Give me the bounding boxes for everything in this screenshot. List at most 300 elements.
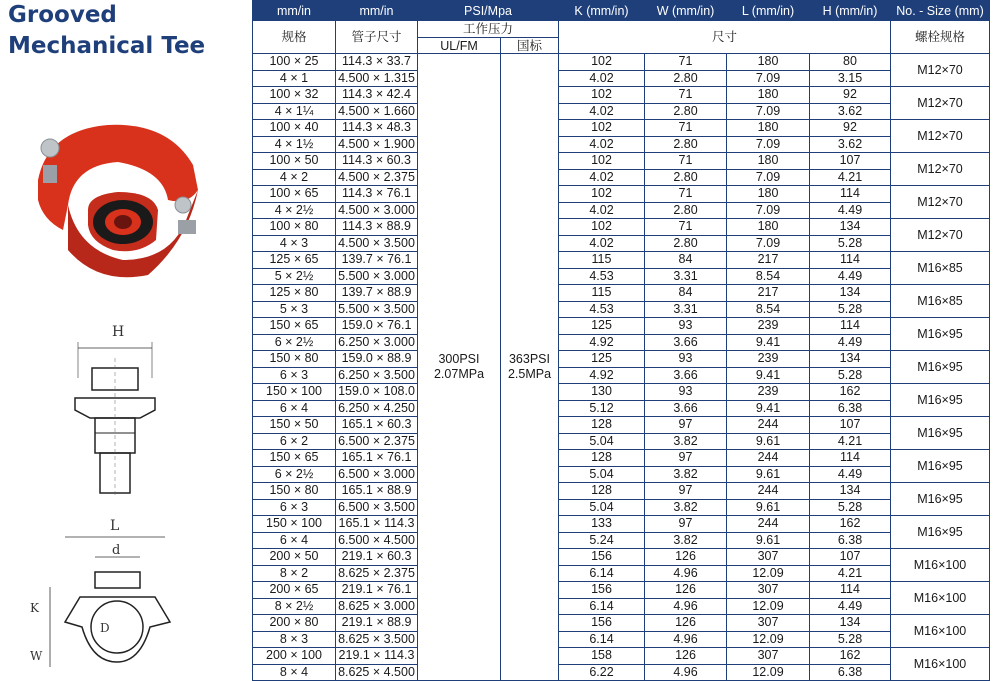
cell-l-in: 7.09 bbox=[727, 70, 810, 87]
cell-k-mm: 156 bbox=[559, 549, 645, 566]
cell-spec-in: 6 × 3 bbox=[253, 499, 336, 516]
cell-od-mm: 114.3 × 76.1 bbox=[336, 186, 418, 203]
table-row bbox=[253, 285, 990, 302]
cell-od-in: 4.500 × 3.500 bbox=[336, 235, 418, 252]
table-row bbox=[253, 169, 990, 186]
cell-w-mm: 126 bbox=[645, 615, 727, 632]
title-line-2: Mechanical Tee bbox=[8, 33, 206, 59]
table-row bbox=[253, 219, 990, 236]
cell-h-mm: 114 bbox=[810, 186, 891, 203]
cell-spec-mm: 150 × 80 bbox=[253, 483, 336, 500]
cell-od-mm: 114.3 × 88.9 bbox=[336, 219, 418, 236]
cell-k-mm: 130 bbox=[559, 384, 645, 401]
cell-k-mm: 125 bbox=[559, 351, 645, 368]
cell-k-in: 5.04 bbox=[559, 433, 645, 450]
cell-bolt: M16×95 bbox=[891, 417, 990, 450]
cell-w-mm: 97 bbox=[645, 483, 727, 500]
cell-k-in: 5.24 bbox=[559, 532, 645, 549]
cell-od-in: 6.250 × 3.000 bbox=[336, 334, 418, 351]
cell-w-in: 3.82 bbox=[645, 499, 727, 516]
cell-w-in: 3.82 bbox=[645, 532, 727, 549]
table-row bbox=[253, 598, 990, 615]
table-row bbox=[253, 367, 990, 384]
cell-k-in: 4.02 bbox=[559, 136, 645, 153]
cell-od-mm: 159.0 × 76.1 bbox=[336, 318, 418, 335]
cell-spec-in: 4 × 1¼ bbox=[253, 103, 336, 120]
cell-k-in: 4.92 bbox=[559, 367, 645, 384]
spec-table bbox=[252, 0, 990, 681]
cell-k-in: 6.14 bbox=[559, 631, 645, 648]
cell-h-in: 4.49 bbox=[810, 598, 891, 615]
spec-table-body bbox=[253, 54, 990, 681]
cell-bolt: M12×70 bbox=[891, 120, 990, 153]
table-row bbox=[253, 235, 990, 252]
cell-spec-in: 6 × 2 bbox=[253, 433, 336, 450]
cell-w-mm: 71 bbox=[645, 120, 727, 137]
cell-k-in: 6.14 bbox=[559, 565, 645, 582]
table-row bbox=[253, 648, 990, 665]
cell-od-mm: 114.3 × 33.7 bbox=[336, 54, 418, 71]
cell-spec-mm: 150 × 65 bbox=[253, 318, 336, 335]
cell-od-mm: 139.7 × 88.9 bbox=[336, 285, 418, 302]
cell-spec-mm: 100 × 32 bbox=[253, 87, 336, 104]
table-row bbox=[253, 516, 990, 533]
header-pressure-unit: PSI/Mpa bbox=[418, 1, 559, 21]
cell-l-mm: 307 bbox=[727, 648, 810, 665]
cell-w-mm: 126 bbox=[645, 549, 727, 566]
cell-od-mm: 165.1 × 88.9 bbox=[336, 483, 418, 500]
cell-l-mm: 180 bbox=[727, 153, 810, 170]
cell-spec-mm: 100 × 25 bbox=[253, 54, 336, 71]
cell-h-in: 4.49 bbox=[810, 334, 891, 351]
cell-l-in: 7.09 bbox=[727, 169, 810, 186]
cell-bolt: M16×95 bbox=[891, 351, 990, 384]
cell-bolt: M12×70 bbox=[891, 87, 990, 120]
table-row bbox=[253, 301, 990, 318]
subheader-dimensions: 尺寸 bbox=[559, 21, 891, 54]
table-row bbox=[253, 334, 990, 351]
cell-spec-in: 8 × 2½ bbox=[253, 598, 336, 615]
subheader-spec: 规格 bbox=[253, 21, 336, 54]
cell-w-mm: 93 bbox=[645, 384, 727, 401]
header-h: H (mm/in) bbox=[810, 1, 891, 21]
cell-od-in: 6.500 × 3.500 bbox=[336, 499, 418, 516]
cell-k-in: 4.53 bbox=[559, 301, 645, 318]
table-row bbox=[253, 483, 990, 500]
cell-bolt: M16×100 bbox=[891, 582, 990, 615]
cell-h-in: 4.49 bbox=[810, 466, 891, 483]
cell-l-in: 12.09 bbox=[727, 598, 810, 615]
cell-l-mm: 217 bbox=[727, 252, 810, 269]
table-row bbox=[253, 417, 990, 434]
cell-k-in: 6.14 bbox=[559, 598, 645, 615]
cell-k-in: 5.04 bbox=[559, 499, 645, 516]
cell-h-in: 4.49 bbox=[810, 268, 891, 285]
cell-bolt: M16×100 bbox=[891, 615, 990, 648]
cell-spec-in: 4 × 2½ bbox=[253, 202, 336, 219]
cell-w-mm: 97 bbox=[645, 516, 727, 533]
cell-bolt: M16×95 bbox=[891, 384, 990, 417]
table-row bbox=[253, 268, 990, 285]
cell-w-in: 4.96 bbox=[645, 664, 727, 681]
cell-bolt: M12×70 bbox=[891, 186, 990, 219]
table-row bbox=[253, 87, 990, 104]
cell-h-mm: 92 bbox=[810, 120, 891, 137]
dim-label-h: H bbox=[112, 324, 125, 340]
cell-l-mm: 180 bbox=[727, 219, 810, 236]
cell-bolt: M16×85 bbox=[891, 285, 990, 318]
cell-spec-mm: 100 × 80 bbox=[253, 219, 336, 236]
cell-od-in: 4.500 × 3.000 bbox=[336, 202, 418, 219]
cell-h-mm: 114 bbox=[810, 450, 891, 467]
cell-od-mm: 165.1 × 76.1 bbox=[336, 450, 418, 467]
cell-h-in: 6.38 bbox=[810, 400, 891, 417]
cell-w-mm: 71 bbox=[645, 87, 727, 104]
title-line-1: Grooved bbox=[8, 2, 117, 28]
subheader-bolt: 螺栓规格 bbox=[891, 21, 990, 54]
table-row bbox=[253, 664, 990, 681]
cell-l-in: 9.61 bbox=[727, 532, 810, 549]
table-row bbox=[253, 384, 990, 401]
table-row bbox=[253, 153, 990, 170]
cell-h-mm: 114 bbox=[810, 582, 891, 599]
cell-k-in: 4.02 bbox=[559, 169, 645, 186]
cell-spec-mm: 150 × 65 bbox=[253, 450, 336, 467]
cell-od-in: 4.500 × 1.660 bbox=[336, 103, 418, 120]
cell-k-in: 6.22 bbox=[559, 664, 645, 681]
cell-h-in: 4.21 bbox=[810, 169, 891, 186]
cell-l-mm: 239 bbox=[727, 351, 810, 368]
cell-od-in: 5.500 × 3.000 bbox=[336, 268, 418, 285]
cell-spec-in: 6 × 4 bbox=[253, 532, 336, 549]
header-w: W (mm/in) bbox=[645, 1, 727, 21]
cell-od-mm: 139.7 × 76.1 bbox=[336, 252, 418, 269]
table-row bbox=[253, 186, 990, 203]
page-title bbox=[8, 0, 205, 62]
cell-k-mm: 158 bbox=[559, 648, 645, 665]
cell-spec-mm: 100 × 40 bbox=[253, 120, 336, 137]
cell-l-in: 9.61 bbox=[727, 433, 810, 450]
cell-l-in: 7.09 bbox=[727, 202, 810, 219]
cell-l-in: 12.09 bbox=[727, 565, 810, 582]
cell-w-in: 3.66 bbox=[645, 400, 727, 417]
table-row bbox=[253, 565, 990, 582]
cell-spec-mm: 125 × 65 bbox=[253, 252, 336, 269]
cell-k-mm: 102 bbox=[559, 186, 645, 203]
cell-w-mm: 71 bbox=[645, 54, 727, 71]
table-row bbox=[253, 351, 990, 368]
cell-w-in: 3.31 bbox=[645, 268, 727, 285]
cell-h-in: 5.28 bbox=[810, 367, 891, 384]
cell-l-mm: 217 bbox=[727, 285, 810, 302]
cell-od-in: 5.500 × 3.500 bbox=[336, 301, 418, 318]
cell-l-in: 7.09 bbox=[727, 136, 810, 153]
cell-h-mm: 134 bbox=[810, 219, 891, 236]
cell-bolt: M16×95 bbox=[891, 516, 990, 549]
header-bolt: No. - Size (mm) bbox=[891, 1, 990, 21]
cell-l-in: 12.09 bbox=[727, 631, 810, 648]
cell-w-mm: 84 bbox=[645, 252, 727, 269]
cell-w-in: 4.96 bbox=[645, 631, 727, 648]
cell-h-mm: 92 bbox=[810, 87, 891, 104]
cell-od-mm: 114.3 × 48.3 bbox=[336, 120, 418, 137]
cell-od-in: 6.250 × 4.250 bbox=[336, 400, 418, 417]
table-row bbox=[253, 532, 990, 549]
cell-bolt: M16×95 bbox=[891, 450, 990, 483]
cell-w-in: 2.80 bbox=[645, 70, 727, 87]
cell-h-in: 5.28 bbox=[810, 499, 891, 516]
cell-l-mm: 180 bbox=[727, 87, 810, 104]
header-spec-unit: mm/in bbox=[253, 1, 336, 21]
cell-spec-in: 5 × 2½ bbox=[253, 268, 336, 285]
cell-h-in: 4.21 bbox=[810, 433, 891, 450]
cell-bolt: M12×70 bbox=[891, 54, 990, 87]
subheader-pressure: 工作压力 bbox=[418, 21, 559, 38]
cell-h-mm: 134 bbox=[810, 483, 891, 500]
product-image bbox=[28, 110, 208, 290]
cell-h-in: 3.62 bbox=[810, 103, 891, 120]
cell-w-mm: 71 bbox=[645, 219, 727, 236]
table-row bbox=[253, 70, 990, 87]
cell-h-mm: 107 bbox=[810, 549, 891, 566]
cell-spec-in: 4 × 2 bbox=[253, 169, 336, 186]
dim-label-big-d: D bbox=[100, 621, 110, 635]
table-row bbox=[253, 136, 990, 153]
cell-h-mm: 134 bbox=[810, 285, 891, 302]
cell-h-mm: 80 bbox=[810, 54, 891, 71]
dim-label-w: W bbox=[30, 649, 43, 663]
cell-pressure-ulfm: 300PSI 2.07MPa bbox=[418, 54, 501, 681]
cell-l-in: 8.54 bbox=[727, 301, 810, 318]
cell-spec-mm: 200 × 65 bbox=[253, 582, 336, 599]
cell-od-in: 4.500 × 2.375 bbox=[336, 169, 418, 186]
cell-l-mm: 180 bbox=[727, 186, 810, 203]
cell-l-mm: 244 bbox=[727, 417, 810, 434]
cell-w-mm: 93 bbox=[645, 318, 727, 335]
dim-label-l: L bbox=[110, 518, 120, 534]
cell-w-mm: 93 bbox=[645, 351, 727, 368]
cell-w-mm: 126 bbox=[645, 582, 727, 599]
header-k: K (mm/in) bbox=[559, 1, 645, 21]
cell-k-mm: 128 bbox=[559, 450, 645, 467]
cell-spec-in: 8 × 3 bbox=[253, 631, 336, 648]
cell-w-in: 2.80 bbox=[645, 169, 727, 186]
cell-k-mm: 128 bbox=[559, 417, 645, 434]
cell-spec-mm: 150 × 80 bbox=[253, 351, 336, 368]
cell-l-in: 9.61 bbox=[727, 466, 810, 483]
cell-od-mm: 219.1 × 60.3 bbox=[336, 549, 418, 566]
cell-h-mm: 162 bbox=[810, 384, 891, 401]
cell-bolt: M12×70 bbox=[891, 219, 990, 252]
cell-od-mm: 219.1 × 76.1 bbox=[336, 582, 418, 599]
cell-k-mm: 115 bbox=[559, 285, 645, 302]
cell-k-in: 4.02 bbox=[559, 202, 645, 219]
cell-od-in: 6.250 × 3.500 bbox=[336, 367, 418, 384]
cell-spec-in: 4 × 3 bbox=[253, 235, 336, 252]
cell-od-in: 6.500 × 3.000 bbox=[336, 466, 418, 483]
cell-l-mm: 307 bbox=[727, 549, 810, 566]
cell-w-in: 4.96 bbox=[645, 565, 727, 582]
cell-l-in: 7.09 bbox=[727, 235, 810, 252]
cell-l-in: 9.61 bbox=[727, 499, 810, 516]
cell-l-in: 9.41 bbox=[727, 367, 810, 384]
cell-h-in: 5.28 bbox=[810, 235, 891, 252]
cell-l-mm: 307 bbox=[727, 582, 810, 599]
cell-h-in: 5.28 bbox=[810, 301, 891, 318]
table-row bbox=[253, 450, 990, 467]
cell-h-in: 4.49 bbox=[810, 202, 891, 219]
cell-h-mm: 107 bbox=[810, 153, 891, 170]
cell-od-in: 6.500 × 4.500 bbox=[336, 532, 418, 549]
table-row bbox=[253, 318, 990, 335]
cell-l-mm: 239 bbox=[727, 384, 810, 401]
cell-l-in: 12.09 bbox=[727, 664, 810, 681]
cell-h-in: 3.62 bbox=[810, 136, 891, 153]
cell-spec-in: 8 × 4 bbox=[253, 664, 336, 681]
cell-k-mm: 156 bbox=[559, 582, 645, 599]
cell-h-in: 3.15 bbox=[810, 70, 891, 87]
table-row bbox=[253, 202, 990, 219]
cell-l-mm: 244 bbox=[727, 450, 810, 467]
cell-h-mm: 134 bbox=[810, 615, 891, 632]
subheader-ulfm: UL/FM bbox=[418, 38, 501, 54]
cell-spec-in: 4 × 1½ bbox=[253, 136, 336, 153]
cell-w-mm: 126 bbox=[645, 648, 727, 665]
cell-od-mm: 165.1 × 60.3 bbox=[336, 417, 418, 434]
cell-od-in: 4.500 × 1.315 bbox=[336, 70, 418, 87]
cell-bolt: M16×85 bbox=[891, 252, 990, 285]
table-row bbox=[253, 103, 990, 120]
cell-l-mm: 180 bbox=[727, 54, 810, 71]
cell-w-in: 2.80 bbox=[645, 136, 727, 153]
cell-k-mm: 102 bbox=[559, 153, 645, 170]
cell-k-mm: 102 bbox=[559, 219, 645, 236]
cell-spec-mm: 200 × 100 bbox=[253, 648, 336, 665]
cell-h-mm: 134 bbox=[810, 351, 891, 368]
cell-h-mm: 107 bbox=[810, 417, 891, 434]
cell-spec-in: 8 × 2 bbox=[253, 565, 336, 582]
cell-k-mm: 102 bbox=[559, 54, 645, 71]
cell-bolt: M16×95 bbox=[891, 483, 990, 516]
table-row bbox=[253, 582, 990, 599]
cell-od-mm: 159.0 × 88.9 bbox=[336, 351, 418, 368]
cell-h-in: 6.38 bbox=[810, 664, 891, 681]
cell-od-in: 8.625 × 4.500 bbox=[336, 664, 418, 681]
cell-bolt: M12×70 bbox=[891, 153, 990, 186]
subheader-pipe-od: 管子尺寸 bbox=[336, 21, 418, 54]
cell-h-mm: 162 bbox=[810, 648, 891, 665]
table-row bbox=[253, 252, 990, 269]
cell-spec-in: 5 × 3 bbox=[253, 301, 336, 318]
header-od-unit: mm/in bbox=[336, 1, 418, 21]
cell-od-mm: 114.3 × 60.3 bbox=[336, 153, 418, 170]
cell-od-mm: 114.3 × 42.4 bbox=[336, 87, 418, 104]
cell-od-mm: 159.0 × 108.0 bbox=[336, 384, 418, 401]
table-row bbox=[253, 631, 990, 648]
cell-w-in: 4.96 bbox=[645, 598, 727, 615]
cell-w-in: 3.66 bbox=[645, 367, 727, 384]
cell-od-in: 6.500 × 2.375 bbox=[336, 433, 418, 450]
cell-spec-mm: 150 × 100 bbox=[253, 516, 336, 533]
cell-spec-mm: 150 × 100 bbox=[253, 384, 336, 401]
cell-od-mm: 219.1 × 88.9 bbox=[336, 615, 418, 632]
cell-w-mm: 71 bbox=[645, 186, 727, 203]
front-view-drawing bbox=[20, 512, 180, 675]
cell-spec-mm: 125 × 80 bbox=[253, 285, 336, 302]
cell-w-mm: 84 bbox=[645, 285, 727, 302]
cell-bolt: M16×100 bbox=[891, 648, 990, 681]
cell-l-mm: 239 bbox=[727, 318, 810, 335]
cell-l-mm: 244 bbox=[727, 483, 810, 500]
dim-label-k: K bbox=[30, 601, 39, 615]
cell-k-in: 4.53 bbox=[559, 268, 645, 285]
table-row bbox=[253, 466, 990, 483]
cell-w-mm: 97 bbox=[645, 450, 727, 467]
cell-w-in: 3.82 bbox=[645, 466, 727, 483]
cell-h-in: 6.38 bbox=[810, 532, 891, 549]
cell-k-mm: 128 bbox=[559, 483, 645, 500]
cell-spec-in: 6 × 4 bbox=[253, 400, 336, 417]
cell-k-in: 4.02 bbox=[559, 103, 645, 120]
cell-k-in: 4.92 bbox=[559, 334, 645, 351]
cell-k-mm: 115 bbox=[559, 252, 645, 269]
cell-w-in: 3.66 bbox=[645, 334, 727, 351]
cell-l-mm: 180 bbox=[727, 120, 810, 137]
cell-w-in: 3.31 bbox=[645, 301, 727, 318]
cell-h-in: 4.21 bbox=[810, 565, 891, 582]
cell-w-in: 2.80 bbox=[645, 202, 727, 219]
cell-k-mm: 156 bbox=[559, 615, 645, 632]
cell-pressure-national: 363PSI 2.5MPa bbox=[501, 54, 559, 681]
table-row bbox=[253, 615, 990, 632]
cell-k-mm: 102 bbox=[559, 87, 645, 104]
side-view-drawing bbox=[60, 318, 170, 503]
cell-k-in: 5.04 bbox=[559, 466, 645, 483]
cell-l-in: 7.09 bbox=[727, 103, 810, 120]
cell-w-mm: 71 bbox=[645, 153, 727, 170]
cell-k-mm: 133 bbox=[559, 516, 645, 533]
cell-bolt: M16×100 bbox=[891, 549, 990, 582]
cell-od-in: 8.625 × 3.000 bbox=[336, 598, 418, 615]
cell-spec-mm: 200 × 50 bbox=[253, 549, 336, 566]
cell-k-in: 4.02 bbox=[559, 235, 645, 252]
cell-bolt: M16×95 bbox=[891, 318, 990, 351]
table-row bbox=[253, 549, 990, 566]
cell-l-mm: 244 bbox=[727, 516, 810, 533]
cell-w-in: 2.80 bbox=[645, 103, 727, 120]
cell-od-mm: 165.1 × 114.3 bbox=[336, 516, 418, 533]
cell-k-in: 5.12 bbox=[559, 400, 645, 417]
table-row bbox=[253, 120, 990, 137]
cell-spec-in: 6 × 3 bbox=[253, 367, 336, 384]
cell-spec-in: 6 × 2½ bbox=[253, 334, 336, 351]
cell-k-mm: 125 bbox=[559, 318, 645, 335]
cell-spec-mm: 100 × 65 bbox=[253, 186, 336, 203]
cell-spec-mm: 200 × 80 bbox=[253, 615, 336, 632]
cell-spec-mm: 100 × 50 bbox=[253, 153, 336, 170]
cell-h-mm: 114 bbox=[810, 252, 891, 269]
table-row bbox=[253, 54, 990, 71]
cell-k-in: 4.02 bbox=[559, 70, 645, 87]
cell-l-in: 9.41 bbox=[727, 334, 810, 351]
cell-k-mm: 102 bbox=[559, 120, 645, 137]
cell-h-mm: 114 bbox=[810, 318, 891, 335]
cell-l-in: 9.41 bbox=[727, 400, 810, 417]
cell-od-in: 8.625 × 3.500 bbox=[336, 631, 418, 648]
cell-w-in: 3.82 bbox=[645, 433, 727, 450]
dim-label-d: d bbox=[112, 543, 121, 558]
subheader-national: 国标 bbox=[501, 38, 559, 54]
